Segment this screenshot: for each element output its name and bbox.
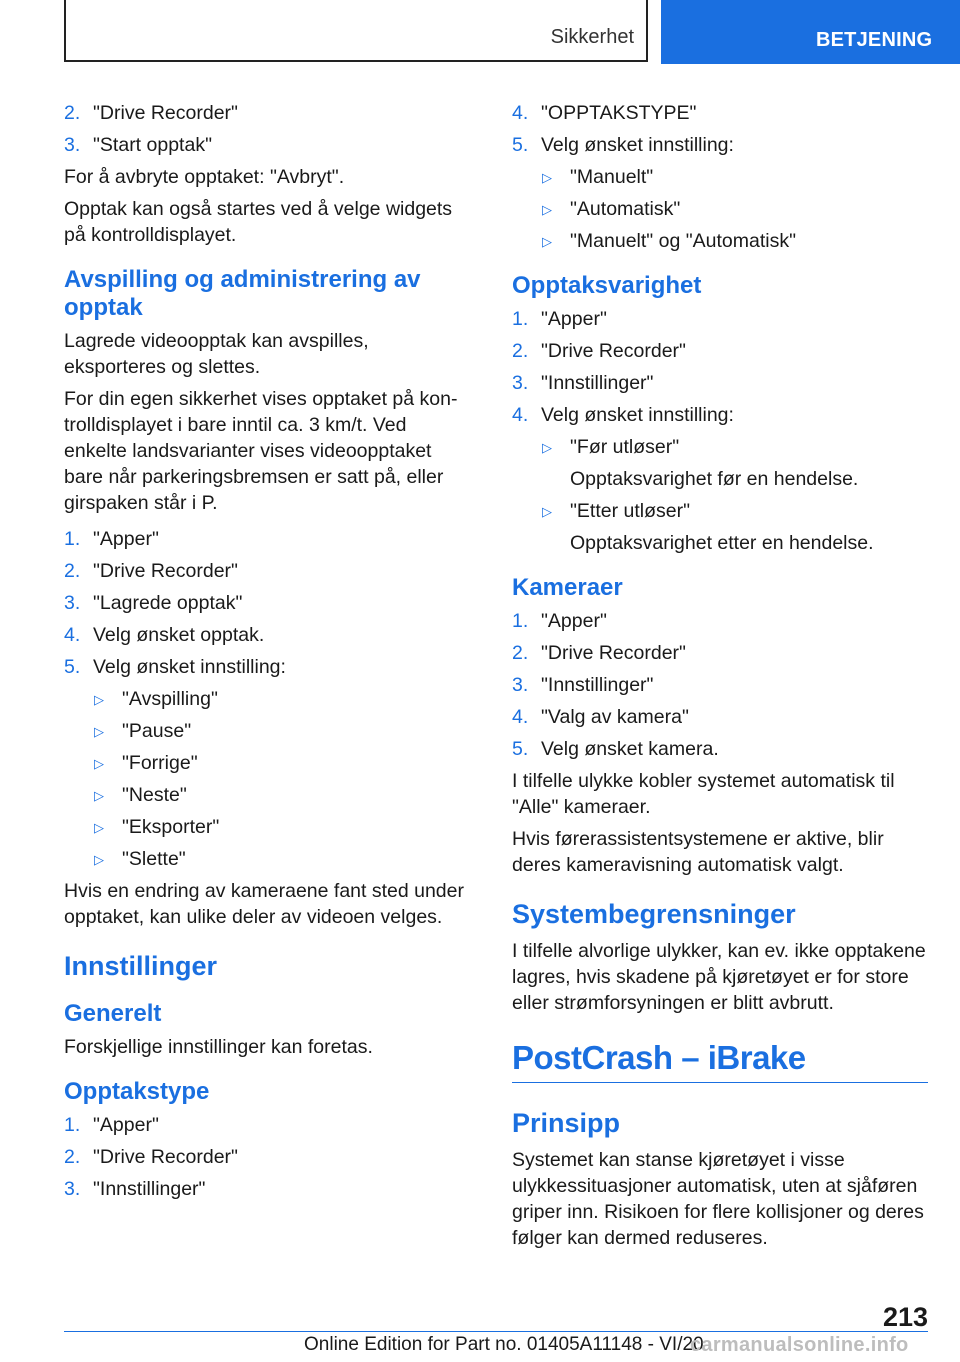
step-number: 5. — [512, 738, 529, 760]
list-item — [64, 1176, 472, 1202]
option-text: "Avspilling" — [122, 688, 218, 710]
step-text: "OPPTAKSTYPE" — [541, 102, 697, 124]
page-number: 213 — [882, 1302, 928, 1332]
right-options-a — [542, 164, 928, 254]
paragraph: I tilfelle alvorlige ulykker, kan ev. ikke opptakene lagres, hvis skadene på kjøretøyet er for store eller strømforsyningen er blitt avbrutt. — [512, 940, 926, 1014]
step-number: 2. — [64, 560, 81, 582]
step-text: "Drive Recorder" — [541, 340, 686, 362]
right-steps-b — [512, 306, 928, 428]
triangle-bullet-icon: ▷ — [542, 170, 552, 185]
step-number: 1. — [512, 308, 529, 330]
heading-generelt: Generelt — [64, 1000, 162, 1027]
option-text: "Slette" — [122, 848, 186, 870]
right-options-b — [542, 434, 928, 556]
step-text: "Apper" — [93, 528, 159, 550]
step-text: "Drive Recorder" — [93, 102, 238, 124]
list-item — [64, 1112, 472, 1138]
paragraph: Systemet kan stanse kjøretøyet i visse ulykkessituasjoner automatisk, uten at sjåføren griper inn. Risikoen for flere kollisjoner og deres følger kan dermed reduseres. — [512, 1149, 924, 1249]
triangle-bullet-icon: ▷ — [94, 852, 104, 867]
step-number: 1. — [512, 610, 529, 632]
step-number: 3. — [512, 372, 529, 394]
list-item — [542, 228, 928, 254]
list-item — [512, 370, 928, 396]
step-number: 5. — [512, 134, 529, 156]
step-number: 4. — [512, 102, 529, 124]
left-column — [64, 100, 472, 1208]
step-number: 4. — [512, 404, 529, 426]
option-description: Opptaksvarighet før en hendelse. — [570, 468, 859, 490]
step-number: 3. — [64, 1178, 81, 1200]
list-item — [94, 686, 472, 712]
list-item — [512, 338, 928, 364]
left-options-b — [94, 686, 472, 872]
option-text: "Etter utløser" — [570, 500, 691, 522]
step-text: "Drive Recorder" — [93, 560, 238, 582]
list-item — [64, 622, 472, 648]
option-text: "Forrige" — [122, 752, 198, 774]
list-item — [64, 654, 472, 680]
triangle-bullet-icon: ▷ — [94, 756, 104, 771]
option-text: "Eksporter" — [122, 816, 220, 838]
heading-innstillinger: Innstillinger — [64, 951, 218, 981]
step-number: 2. — [512, 340, 529, 362]
step-text: "Apper" — [541, 308, 607, 330]
list-item — [512, 132, 928, 158]
step-text: Velg ønsket innstilling: — [541, 134, 734, 156]
list-item — [94, 782, 472, 808]
list-item — [542, 164, 928, 190]
step-text: Velg ønsket innstilling: — [541, 404, 734, 426]
list-item — [64, 100, 472, 126]
step-number: 1. — [64, 1114, 81, 1136]
step-text: "Drive Recorder" — [93, 1146, 238, 1168]
triangle-bullet-icon: ▷ — [542, 440, 552, 455]
heading-systembegrensninger: Systembegrensninger — [512, 899, 796, 929]
option-description: Opptaksvarighet etter en hendelse. — [570, 532, 874, 554]
list-item — [94, 750, 472, 776]
step-text: "Valg av kamera" — [541, 706, 689, 728]
list-item — [64, 526, 472, 552]
step-number: 3. — [64, 134, 81, 156]
option-text: "Pause" — [122, 720, 192, 742]
list-item — [94, 846, 472, 872]
step-text: "Innstillinger" — [93, 1178, 206, 1200]
triangle-bullet-icon: ▷ — [94, 692, 104, 707]
option-text: "Neste" — [122, 784, 187, 806]
step-text: Velg ønsket kamera. — [541, 738, 719, 760]
paragraph: Hvis førerassistentsystemene er aktive, blir deres kameravisning automatisk valgt. — [512, 828, 884, 876]
footer-divider — [64, 1331, 928, 1332]
header-chapter-tab[interactable]: BETJENING — [661, 0, 960, 64]
list-item — [512, 736, 928, 762]
list-item — [542, 498, 928, 556]
list-item — [94, 718, 472, 744]
step-number: 2. — [64, 102, 81, 124]
step-text: "Innstillinger" — [541, 674, 654, 696]
option-text: "Manuelt" og "Automatisk" — [570, 230, 797, 252]
triangle-bullet-icon: ▷ — [94, 788, 104, 803]
step-number: 3. — [64, 592, 81, 614]
list-item — [64, 132, 472, 158]
step-text: "Lagrede opptak" — [93, 592, 243, 614]
step-text: Velg ønsket opptak. — [93, 624, 265, 646]
step-text: "Drive Recorder" — [541, 642, 686, 664]
paragraph: Hvis en endring av kameraene fant sted under opptaket, kan ulike deler av videoen velges. — [64, 880, 464, 928]
step-number: 2. — [512, 642, 529, 664]
step-text: Velg ønsket innstilling: — [93, 656, 286, 678]
paragraph: Forskjellige innstillinger kan foretas. — [64, 1036, 373, 1058]
option-text: "Manuelt" — [570, 166, 654, 188]
step-number: 4. — [512, 706, 529, 728]
list-item — [512, 402, 928, 428]
option-text: "Før utløser" — [570, 436, 680, 458]
list-item — [64, 1144, 472, 1170]
list-item — [512, 608, 928, 634]
heading-kameraer: Kameraer — [512, 574, 623, 601]
triangle-bullet-icon: ▷ — [542, 234, 552, 249]
paragraph: I tilfelle ulykke kobler systemet automatisk til "Alle" kameraer. — [512, 770, 895, 818]
step-number: 1. — [64, 528, 81, 550]
step-text: "Start opptak" — [93, 134, 212, 156]
step-number: 3. — [512, 674, 529, 696]
list-item — [512, 100, 928, 126]
list-item — [512, 640, 928, 666]
left-steps-c — [64, 1112, 472, 1202]
step-text: "Innstillinger" — [541, 372, 654, 394]
left-steps-a — [64, 100, 472, 158]
list-item — [94, 814, 472, 840]
list-item — [512, 306, 928, 332]
paragraph: Lagrede videoopptak kan avspilles, eksporteres og slettes. — [64, 330, 369, 378]
paragraph: For din egen sikkerhet vises opptaket på kontrolldisplayet i bare inntil ca. 3 km/t. Ved enkelte landsvarianter vises videoopptaket bare når parkeringsbremsen er satt på, eller girspaken står i P. — [64, 388, 458, 514]
triangle-bullet-icon: ▷ — [94, 820, 104, 835]
watermark-text: carmanualsonline.info — [690, 1334, 909, 1356]
right-column — [512, 100, 928, 1257]
list-item — [542, 196, 928, 222]
triangle-bullet-icon: ▷ — [94, 724, 104, 739]
triangle-bullet-icon: ▷ — [542, 504, 552, 519]
list-item — [64, 558, 472, 584]
heading-prinsipp: Prinsipp — [512, 1108, 621, 1138]
triangle-bullet-icon: ▷ — [542, 202, 552, 217]
header-section-title: Sikkerhet — [550, 26, 634, 48]
list-item — [512, 672, 928, 698]
step-text: "Apper" — [541, 610, 607, 632]
list-item — [512, 704, 928, 730]
list-item — [542, 434, 928, 492]
step-text: "Apper" — [93, 1114, 159, 1136]
heading-postcrash-ibrake: PostCrash – iBrake — [512, 1038, 928, 1083]
left-steps-b — [64, 526, 472, 680]
step-number: 4. — [64, 624, 81, 646]
heading-opptakstype: Opptakstype — [64, 1078, 210, 1105]
paragraph: For å avbryte opptaket: "Avbryt". — [64, 166, 345, 188]
heading-opptaksvarighet: Opptaksvarighet — [512, 272, 702, 299]
paragraph: Opptak kan også startes ved å velge widgets på kontrolldisplayet. — [64, 198, 453, 246]
list-item — [64, 590, 472, 616]
footer-edition-text: Online Edition for Part no. 01405A11148 - VI/20 — [304, 1334, 704, 1355]
right-steps-a — [512, 100, 928, 158]
step-number: 5. — [64, 656, 81, 678]
right-steps-c — [512, 608, 928, 762]
option-text: "Automatisk" — [570, 198, 681, 220]
heading-avspilling: Avspilling og administrering av opptak — [64, 266, 421, 321]
step-number: 2. — [64, 1146, 81, 1168]
